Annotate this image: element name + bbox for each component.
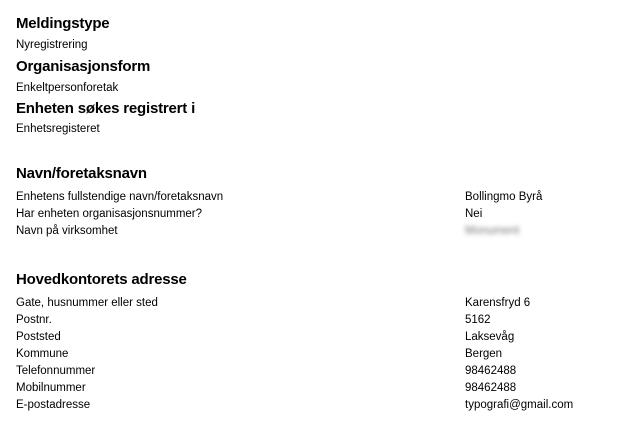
address-row-postal-code (16, 312, 611, 329)
organization-form-heading: Organisasjonsform (16, 58, 151, 75)
message-type-value: Nyregistrering (16, 39, 88, 51)
address-row-label: Gate, husnummer eller sted (16, 297, 158, 309)
address-row-mobile (16, 380, 611, 397)
address-row-label: Telefonnummer (16, 365, 96, 377)
address-row-label: Postnr. (16, 314, 52, 326)
name-row-label: Navn på virksomhet (16, 225, 118, 237)
register-heading: Enheten søkes registrert i (16, 100, 196, 117)
name-section-heading: Navn/foretaksnavn (16, 165, 147, 182)
address-row-value: 98462488 (465, 382, 517, 394)
name-row-value: Nei (465, 208, 483, 220)
address-row-label: Mobilnummer (16, 382, 86, 394)
address-row-municipality (16, 346, 611, 363)
name-row-org-number (16, 206, 611, 223)
address-row-phone (16, 363, 611, 380)
address-row-value: Bergen (465, 348, 503, 360)
name-row-label: Enhetens fullstendige navn/foretaksnavn (16, 191, 224, 203)
address-section-heading: Hovedkontorets adresse (16, 271, 187, 288)
blurred-business-name-value: Monument (465, 225, 520, 237)
organization-form-value: Enkeltpersonforetak (16, 82, 119, 94)
message-type-heading: Meldingstype (16, 15, 110, 32)
address-row-value: 98462488 (465, 365, 517, 377)
address-row-email (16, 397, 611, 414)
register-value: Enhetsregisteret (16, 123, 100, 135)
name-row-business-name (16, 223, 611, 240)
address-row-label: E-postadresse (16, 399, 91, 411)
address-row-value: typografi@gmail.com (465, 399, 574, 411)
name-row-full-name (16, 189, 611, 206)
address-row-value: Laksevåg (465, 331, 515, 343)
name-row-label: Har enheten organisasjonsnummer? (16, 208, 203, 220)
name-row-value: Bollingmo Byrå (465, 191, 543, 203)
address-row-label: Kommune (16, 348, 69, 360)
address-row-value: 5162 (465, 314, 491, 326)
address-row-label: Poststed (16, 331, 61, 343)
address-row-value: Karensfryd 6 (465, 297, 531, 309)
address-row-postal-place (16, 329, 611, 346)
address-row-street (16, 295, 611, 312)
